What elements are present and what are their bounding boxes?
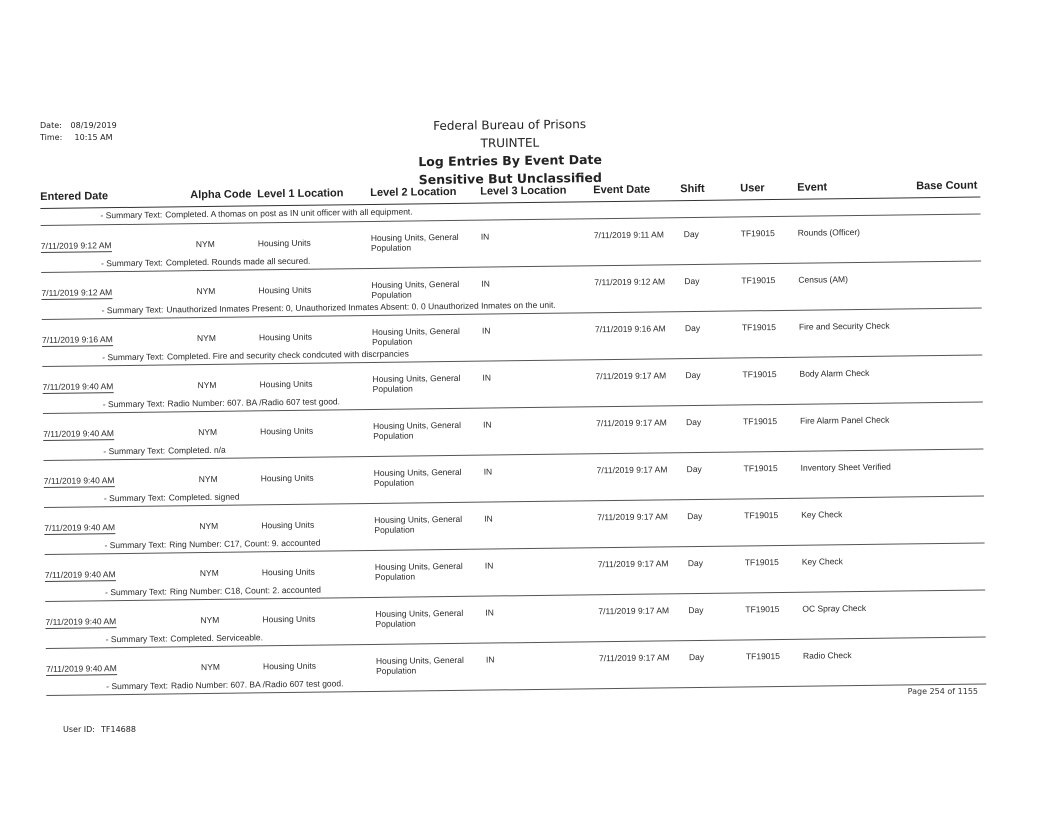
summary-text: Radio Number: 607. BA /Radio 607 test good. [170, 678, 344, 691]
level2-cell: Housing Units, General Population [372, 372, 461, 394]
user-cell: TF19015 [743, 463, 778, 474]
user-cell: TF19015 [745, 650, 781, 662]
level2-cell: Housing Units, General Population [373, 419, 462, 441]
user-cell: TF19015 [744, 557, 779, 568]
level2-cell: Housing Units, General Population [375, 607, 464, 629]
event-cell: Rounds (Officer) [797, 226, 861, 238]
event-date-cell: 7/11/2019 9:17 AM [596, 417, 667, 429]
summary-label: - Summary Text: [101, 304, 164, 316]
summary-label: - Summary Text: [100, 209, 163, 221]
shift-cell: Day [688, 651, 705, 663]
shift-cell: Day [687, 557, 703, 569]
entered-date-cell: 7/11/2019 9:40 AM [43, 475, 115, 486]
event-date-cell: 7/11/2019 9:16 AM [594, 323, 666, 335]
summary-line [102, 349, 409, 363]
entered-date-cell: 7/11/2019 9:40 AM [44, 522, 116, 533]
user-cell: TF19015 [740, 228, 775, 239]
col-entered-date: Entered Date [40, 190, 109, 203]
summary-label: - Summary Text: [106, 680, 169, 692]
col-level3-location: Level 3 Location [480, 184, 567, 198]
date-line [40, 121, 117, 130]
col-event-date: Event Date [593, 183, 651, 197]
alpha-code-cell: NYM [198, 473, 218, 485]
entered-date-cell: 7/11/2019 9:40 AM [43, 428, 114, 439]
summary-label: - Summary Text: [105, 586, 167, 598]
time-label: Time: [40, 133, 63, 142]
level1-cell: Housing Units [260, 425, 314, 437]
col-base-count: Base Count [916, 179, 978, 193]
alpha-code-cell: NYM [199, 520, 219, 532]
shift-cell: Day [686, 416, 702, 428]
event-cell: Inventory Sheet Verified [800, 461, 891, 473]
summary-label: - Summary Text: [105, 633, 168, 645]
shift-cell: Day [683, 228, 699, 240]
level1-cell: Housing Units [262, 660, 316, 672]
level1-cell: Housing Units [262, 613, 316, 625]
event-date-cell: 7/11/2019 9:17 AM [597, 558, 669, 570]
level3-cell: IN [481, 278, 490, 289]
level1-cell: Housing Units [261, 519, 315, 531]
level2-cell: Housing Units, General Population [375, 654, 464, 676]
event-date-cell: 7/11/2019 9:17 AM [598, 652, 670, 664]
level1-cell: Housing Units [261, 566, 315, 578]
entered-date-cell: 7/11/2019 9:12 AM [41, 287, 113, 298]
level3-cell: IN [483, 466, 493, 477]
summary-text: Unauthorized Inmates Present: 0, Unauthorized Inmates Absent: 0. 0 Unauthorized Inmates on the unit. [166, 299, 556, 315]
report-meta [40, 121, 117, 142]
summary-label: - Summary Text: [102, 398, 165, 410]
event-cell: Key Check [801, 509, 843, 520]
level1-cell: Housing Units [258, 284, 312, 296]
event-date-cell: 7/11/2019 9:17 AM [596, 464, 668, 476]
level2-cell: Housing Units, General Population [374, 560, 463, 582]
alpha-code-cell: NYM [196, 332, 216, 344]
log-entries-table [40, 164, 986, 695]
shift-cell: Day [686, 463, 702, 475]
report-title: Log Entries By Event Date [418, 151, 603, 170]
summary-line [104, 538, 320, 551]
summary-text: Radio Number: 607. BA /Radio 607 test good. [167, 396, 341, 409]
event-cell: Key Check [801, 556, 843, 567]
summary-line [103, 445, 225, 456]
alpha-code-cell: NYM [198, 426, 218, 438]
col-level1-location: Level 1 Location [257, 187, 344, 201]
event-date-cell: 7/11/2019 9:17 AM [598, 605, 670, 617]
event-cell: OC Spray Check [802, 602, 867, 614]
level2-cell: Housing Units, General Population [371, 278, 460, 300]
user-cell: TF19015 [745, 603, 780, 615]
alpha-code-cell: NYM [200, 614, 220, 626]
event-cell: Fire Alarm Panel Check [799, 414, 890, 426]
level2-cell: Housing Units, General Population [370, 231, 459, 253]
alpha-code-cell: NYM [197, 379, 217, 391]
level3-cell: IN [483, 419, 492, 430]
shift-cell: Day [685, 369, 701, 381]
summary-line [106, 678, 343, 691]
summary-text: Completed. Serviceable. [170, 632, 264, 644]
time-value: 10:15 AM [74, 133, 113, 142]
classification-title: Sensitive But Unclassified [418, 169, 602, 188]
summary-text: Completed. signed [168, 491, 240, 503]
user-cell: TF19015 [744, 510, 779, 521]
summary-line [103, 396, 340, 409]
entered-date-cell: 7/11/2019 9:12 AM [40, 240, 112, 251]
col-user: User [740, 182, 765, 195]
level1-cell: Housing Units [259, 378, 313, 390]
footer-user-id [63, 725, 136, 734]
summary-label: - Summary Text: [103, 445, 166, 457]
shift-cell: Day [688, 604, 704, 616]
event-cell: Radio Check [802, 650, 852, 661]
shift-cell: Day [687, 510, 703, 522]
entered-date-cell: 7/11/2019 9:16 AM [41, 334, 113, 345]
summary-label: - Summary Text: [104, 539, 167, 551]
summary-text: Completed. Rounds made all secured. [165, 255, 311, 268]
level2-cell: Housing Units, General Population [373, 466, 462, 488]
summary-line [105, 585, 321, 598]
level3-cell: IN [481, 325, 491, 336]
summary-label: - Summary Text: [102, 351, 165, 363]
summary-line [104, 492, 240, 504]
shift-cell: Day [684, 275, 700, 287]
summary-text: Ring Number: C17, Count: 9. accounted [169, 537, 321, 550]
level1-cell: Housing Units [257, 237, 311, 249]
summary-label: - Summary Text: [103, 492, 166, 504]
event-date-cell: 7/11/2019 9:12 AM [594, 276, 666, 288]
summary-text: Completed. n/a [168, 444, 226, 456]
level3-cell: IN [482, 372, 492, 383]
level2-cell: Housing Units, General Population [374, 513, 463, 535]
col-alpha-code: Alpha Code [190, 188, 252, 202]
user-cell: TF19015 [741, 322, 777, 333]
col-shift: Shift [680, 182, 705, 196]
level1-cell: Housing Units [260, 472, 314, 484]
alpha-code-cell: NYM [200, 661, 220, 673]
system-title: TRUINTEL [480, 135, 540, 151]
entered-date-cell: 7/11/2019 9:40 AM [45, 663, 117, 674]
event-cell: Body Alarm Check [799, 367, 870, 379]
summary-line [106, 632, 263, 644]
summary-text: Completed. A thomas on post as IN unit officer with all equipment. [165, 206, 413, 220]
level3-cell: IN [485, 654, 495, 665]
level1-cell: Housing Units [258, 331, 312, 343]
user-id-value: TF14688 [101, 725, 136, 734]
summary-label: - Summary Text: [101, 257, 163, 269]
event-date-cell: 7/11/2019 9:11 AM [593, 229, 664, 241]
user-cell: TF19015 [743, 416, 778, 427]
shift-cell: Day [684, 322, 701, 334]
event-date-cell: 7/11/2019 9:17 AM [595, 370, 667, 382]
entered-date-cell: 7/11/2019 9:40 AM [44, 569, 116, 580]
entered-date-cell: 7/11/2019 9:40 AM [45, 616, 117, 627]
summary-text: Completed. Fire and security check condcuted with discrpancies [166, 348, 409, 362]
date-value: 08/19/2019 [70, 121, 117, 130]
page-number: Page 254 of 1155 [907, 687, 978, 696]
level3-cell: IN [480, 231, 490, 242]
alpha-code-cell: NYM [199, 567, 219, 579]
entered-date-cell: 7/11/2019 9:40 AM [42, 381, 114, 392]
level2-cell: Housing Units, General Population [371, 325, 460, 347]
level3-cell: IN [485, 607, 494, 618]
summary-line [100, 206, 412, 220]
level3-cell: IN [484, 513, 493, 524]
summary-line [101, 256, 310, 269]
date-label: Date: [40, 121, 62, 130]
time-line [40, 133, 117, 142]
event-date-cell: 7/11/2019 9:17 AM [597, 511, 669, 523]
event-cell: Fire and Security Check [798, 320, 890, 332]
col-level2-location: Level 2 Location [370, 185, 457, 199]
event-cell: Census (AM) [798, 274, 848, 285]
agency-title: Federal Bureau of Prisons [433, 117, 587, 133]
user-id-label: User ID: [63, 725, 95, 734]
summary-text: Ring Number: C18, Count: 2. accounted [169, 584, 322, 597]
col-event: Event [797, 181, 828, 194]
user-cell: TF19015 [741, 275, 776, 286]
alpha-code-cell: NYM [196, 285, 216, 297]
alpha-code-cell: NYM [195, 238, 215, 250]
level3-cell: IN [484, 560, 494, 571]
user-cell: TF19015 [742, 369, 777, 380]
